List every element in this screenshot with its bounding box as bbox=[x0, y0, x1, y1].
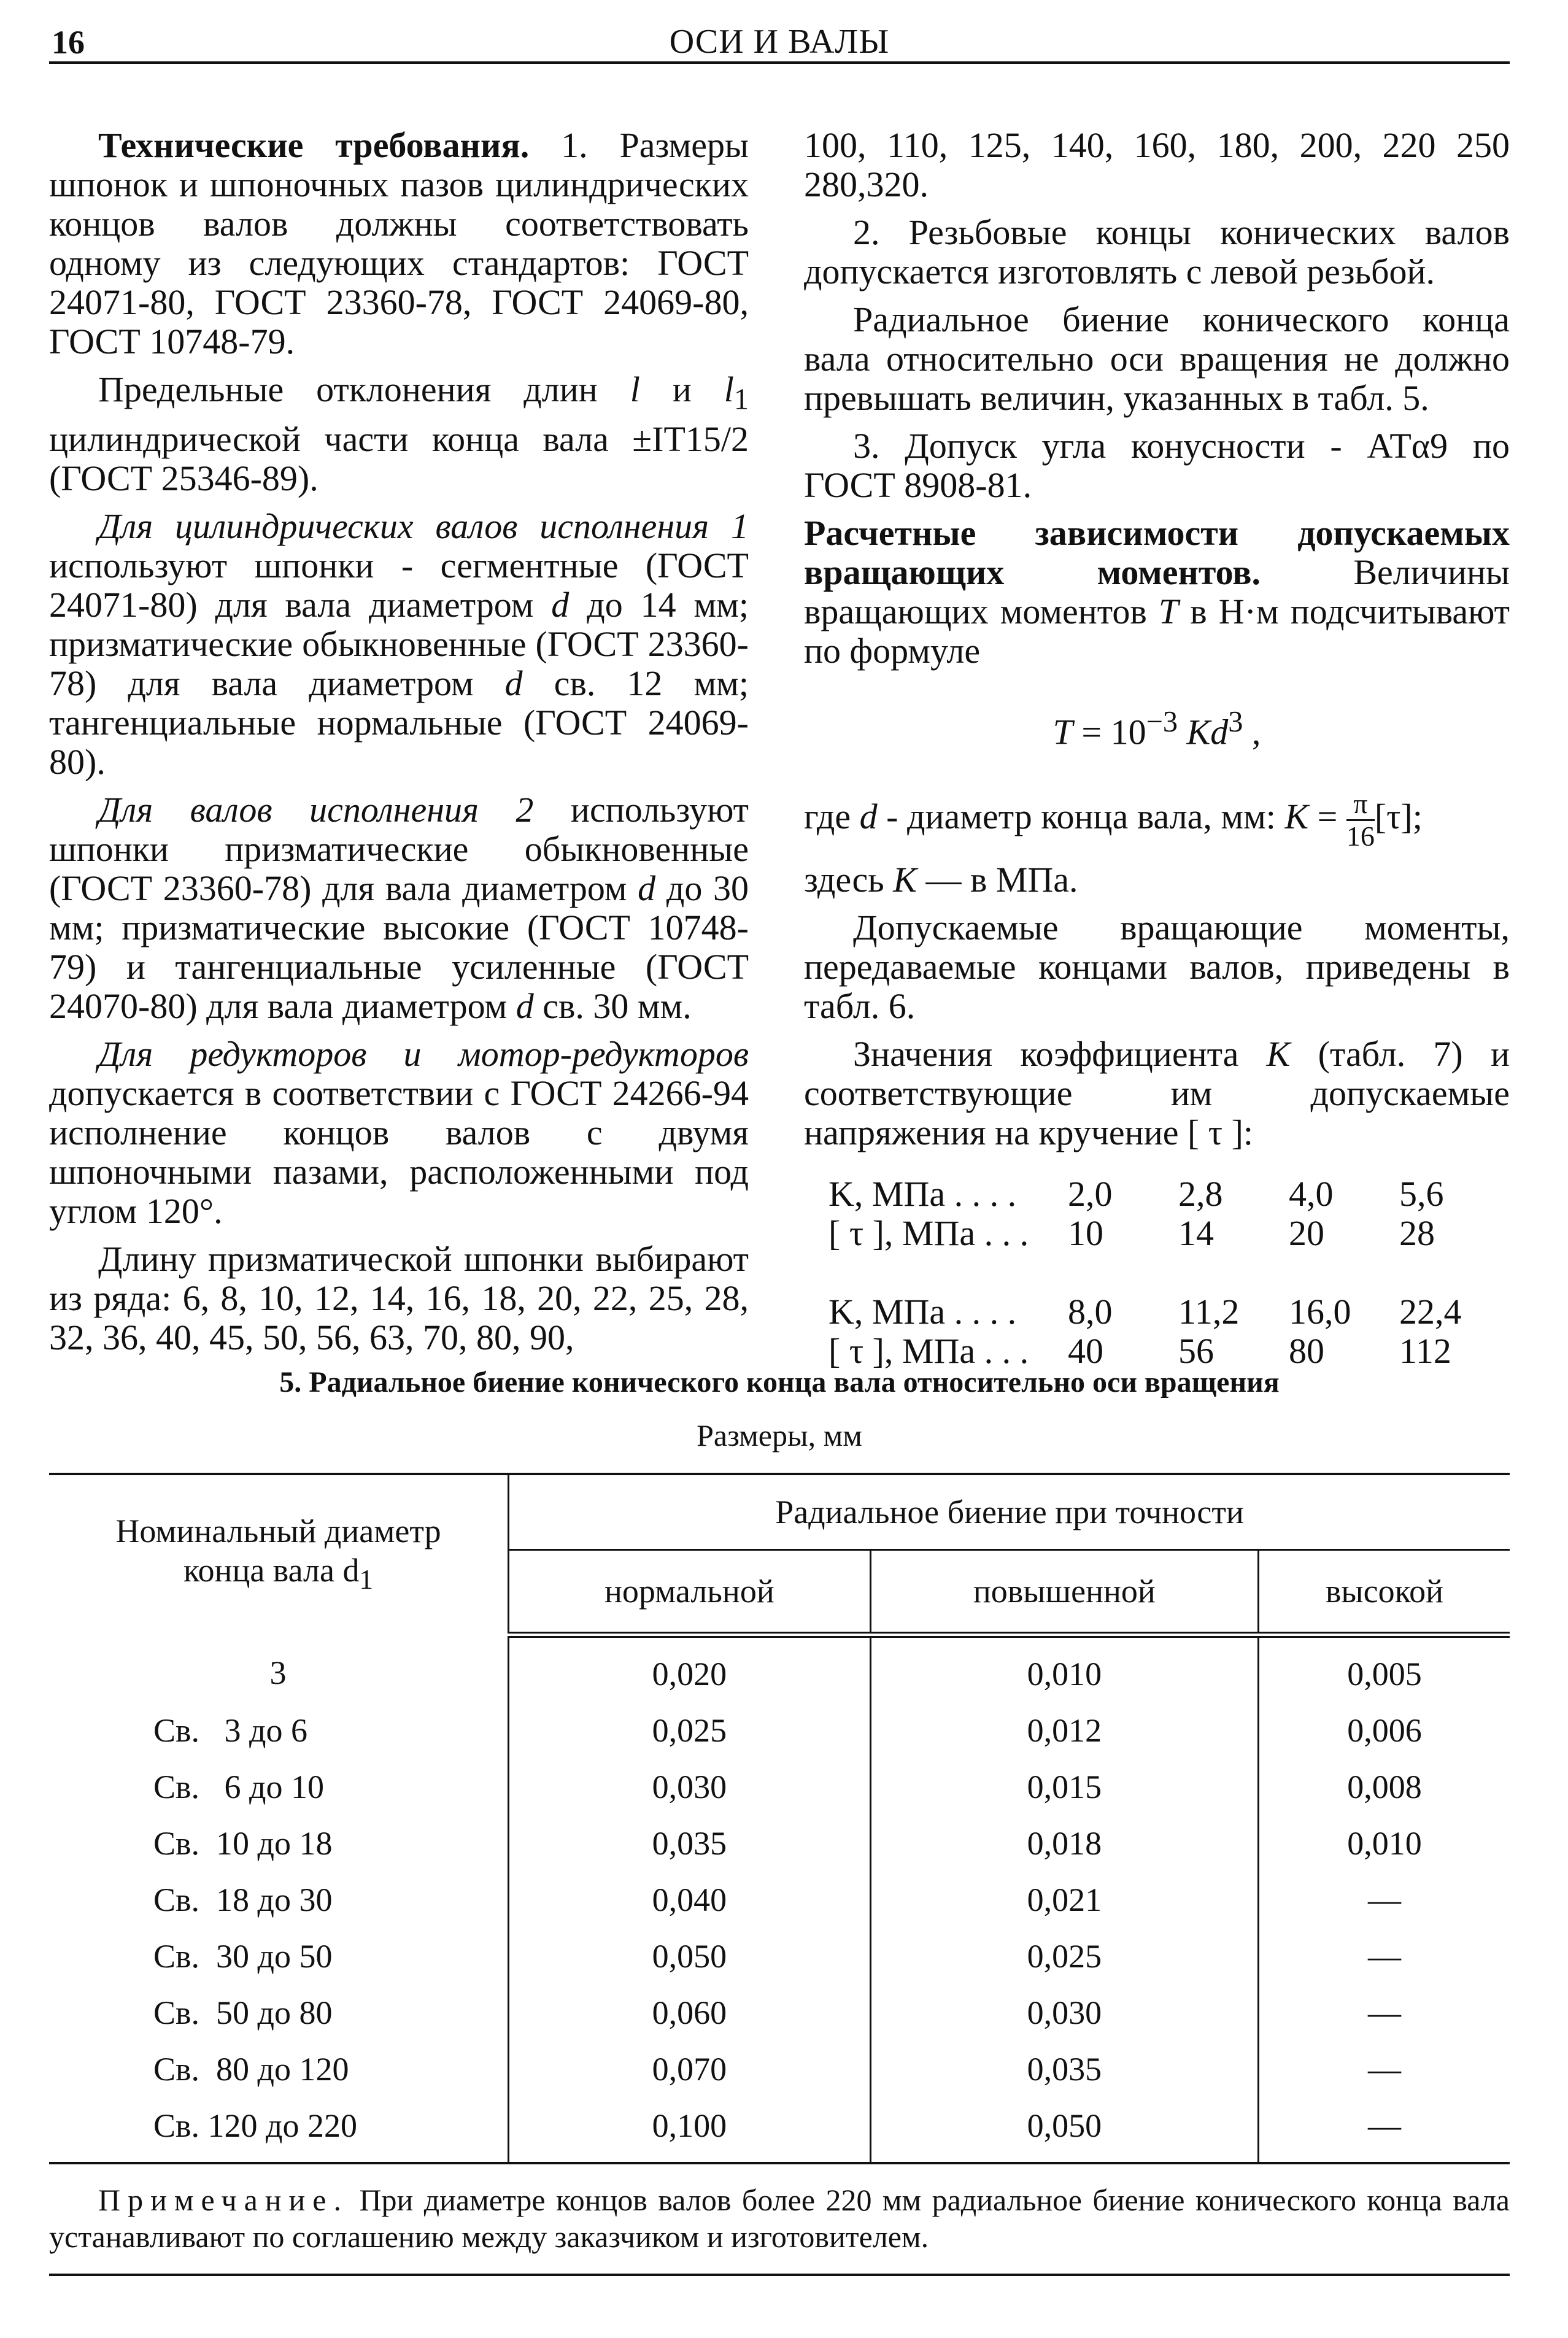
left-paragraph-4: Для валов исполнения 2 используют шпонки призматические обыкновенные (ГОСТ 23360-78) для вала диаметром d до 30 мм; призматические высокие (ГОСТ 10748-79) и тангенциальные усиленные (ГОСТ 24070-80) для вала диаметром d св. 30 мм. bbox=[49, 789, 749, 1026]
pi-over-16-fraction: $\frac{\pi}{16}$ bbox=[1346, 788, 1375, 852]
table-row: Св. 120 до 220 0,100 0,050 — bbox=[49, 2097, 1510, 2163]
note-text: При диаметре концов валов более 220 мм радиальное биение конического конца вала устанавливают по соглашению между заказчиком и изготовителем. bbox=[49, 2183, 1510, 2254]
right-paragraph-7: здесь K — в МПа. bbox=[804, 860, 1078, 900]
right-paragraph-2: 2. Резьбовые концы конических валов допускается изготовлять с левой резьбой. bbox=[804, 212, 1510, 291]
increased-accuracy-header: повышенной bbox=[870, 1550, 1258, 1635]
normal-accuracy-header: нормальной bbox=[509, 1550, 871, 1635]
table-units: Размеры, мм bbox=[697, 1418, 862, 1453]
diameter-column-header: Номинальный диаметр конца вала $d_1$ bbox=[49, 1474, 509, 1635]
running-title: ОСИ И ВАЛЫ bbox=[669, 23, 890, 61]
right-paragraph-1: 100, 110, 125, 140, 160, 180, 200, 220 250 280,320. bbox=[804, 125, 1510, 204]
table-title: 5. Радиальное биение конического конца вала относительно оси вращения bbox=[279, 1366, 1280, 1399]
left-paragraph-3: Для цилиндрических валов исполнения 1 используют шпонки - сегментные (ГОСТ 24071-80) для вала диаметром d до 14 мм; призматические обыкновенные (ГОСТ 23360-78) для вала диаметром d св. 12 мм; тангенциальные нормальные (ГОСТ 24069-80). bbox=[49, 506, 749, 782]
table-row: Св. 30 до 50 0,050 0,025 — bbox=[49, 1928, 1510, 1985]
torque-heading: Расчетные зависимости допускаемых вращающих моментов. bbox=[804, 513, 1510, 592]
left-paragraph-2: Предельные отклонения длин l и $l_1$ цилиндрической части конца вала ±IT15/2 (ГОСТ 25346-89). bbox=[49, 369, 749, 498]
k-row: K, МПа . . . . 8,0 11,2 16,0 22,4 bbox=[828, 1292, 1462, 1332]
torque-formula: $T = 10^{-3}$ Kd$^3$ , bbox=[1052, 706, 1261, 752]
note-label: Примечание. bbox=[98, 2183, 349, 2217]
right-paragraph-6: где d - диаметр конца вала, мм: K = $\frac{\pi}{16}$ [τ]; bbox=[804, 788, 1423, 852]
page-header bbox=[49, 18, 1510, 64]
table-row: Св. 80 до 120 0,070 0,035 — bbox=[49, 2041, 1510, 2097]
right-paragraph-9: Значения коэффициента K (табл. 7) и соответствующие им допускаемые напряжения на кручение [ τ ]: bbox=[804, 1034, 1510, 1153]
tech-requirements-heading: Технические требования. bbox=[98, 125, 530, 165]
page-number: 16 bbox=[52, 24, 85, 61]
tau-row: [ τ ], МПа . . . 10 14 20 28 bbox=[828, 1213, 1435, 1254]
table-note bbox=[49, 2182, 1510, 2255]
k-row: K, МПа . . . . 2,0 2,8 4,0 5,6 bbox=[828, 1174, 1444, 1214]
runout-group-header: Радиальное биение при точности bbox=[509, 1474, 1510, 1550]
right-paragraph-4: 3. Допуск угла конусности - АТα9 по ГОСТ 8908-81. bbox=[804, 426, 1510, 505]
table-row: Св. 50 до 80 0,060 0,030 — bbox=[49, 1985, 1510, 2041]
table-row: 3 0,020 0,010 0,005 bbox=[49, 1635, 1510, 1702]
left-paragraph-6: Длину призматической шпонки выбирают из ряда: 6, 8, 10, 12, 14, 16, 18, 20, 22, 25, 28, 32, 36, 40, 45, 50, 56, 63, 70, 80, 90, bbox=[49, 1238, 749, 1357]
right-paragraph-5: Расчетные зависимости допускаемых вращающих моментов. Величины вращающих моментов T в Н·м подсчитывают по формуле bbox=[804, 513, 1510, 671]
table-row: Св. 3 до 6 0,025 0,012 0,006 bbox=[49, 1702, 1510, 1759]
left-paragraph-5: Для редукторов и мотор-редукторов допускается в соответствии с ГОСТ 24266-94 исполнение концов валов с двумя шпоночными пазами, расположенными под углом 120°. bbox=[49, 1033, 749, 1231]
table-row: Св. 6 до 10 0,030 0,015 0,008 bbox=[49, 1759, 1510, 1815]
left-paragraph-1: Технические требования. 1. Размеры шпонок и шпоночных пазов цилиндрических концов валов должны соответствовать одному из следующих стандартов: ГОСТ 24071-80, ГОСТ 23360-78, ГОСТ 24069-80, ГОСТ 10748-79. bbox=[49, 125, 749, 361]
table-row: Св. 10 до 18 0,035 0,018 0,010 bbox=[49, 1815, 1510, 1872]
high-accuracy-header: высокой bbox=[1258, 1550, 1510, 1635]
right-paragraph-3: Радиальное биение конического конца вала относительно оси вращения не должно превышать величин, указанных в табл. 5. bbox=[804, 299, 1510, 418]
right-paragraph-8: Допускаемые вращающие моменты, передаваемые концами валов, приведены в табл. 6. bbox=[804, 908, 1510, 1027]
runout-table bbox=[49, 1473, 1510, 2164]
left-column bbox=[49, 126, 749, 1366]
table-row: Св. 18 до 30 0,040 0,021 — bbox=[49, 1872, 1510, 1928]
tau-row: [ τ ], МПа . . . 40 56 80 112 bbox=[828, 1331, 1451, 1372]
bottom-rule bbox=[49, 2274, 1510, 2276]
k-values-table bbox=[804, 1175, 1510, 1371]
right-column bbox=[804, 126, 1510, 1371]
